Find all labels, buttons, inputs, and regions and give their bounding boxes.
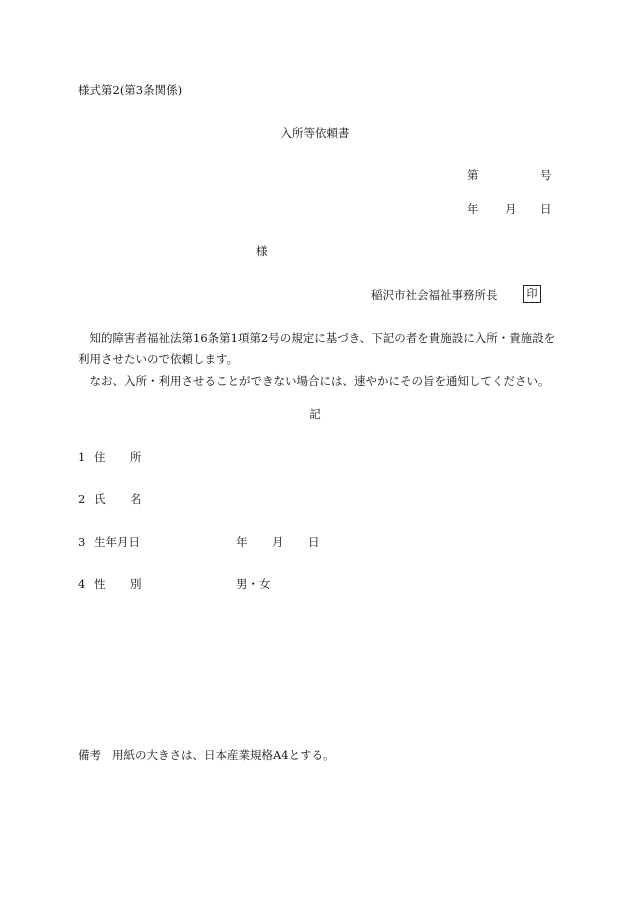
date-month-label: 月 bbox=[505, 202, 517, 216]
body-paragraph-1: 知的障害者福祉法第16条第1項第2号の規定に基づき、下記の者を貴施設に入所・貴施設を利用させたいので依頼します。 bbox=[78, 331, 556, 366]
item-number: 1 bbox=[78, 450, 86, 464]
seal-mark: 印 bbox=[523, 285, 541, 303]
birth-day-label: 日 bbox=[308, 535, 320, 549]
doc-number-prefix: 第 bbox=[467, 168, 479, 182]
item-label-part: 住 bbox=[94, 450, 106, 464]
date-year-label: 年 bbox=[467, 202, 479, 216]
remarks-text: 用紙の大きさは、日本産業規格A4とする。 bbox=[112, 748, 335, 762]
item-number: 3 bbox=[78, 535, 86, 549]
item-label-part: 名 bbox=[130, 492, 142, 506]
item-label-part: 性 bbox=[94, 577, 106, 591]
body-paragraph-2: なお、入所・利用させることができない場合には、速やかにその旨を通知してください。 bbox=[89, 374, 550, 388]
document-title: 入所等依頼書 bbox=[280, 126, 350, 140]
sex-options: 男・女 bbox=[236, 577, 271, 591]
date-day-label: 日 bbox=[540, 202, 552, 216]
item-number: 4 bbox=[78, 577, 86, 591]
item-number: 2 bbox=[78, 492, 86, 506]
item-label-part: 別 bbox=[130, 577, 142, 591]
sender-name: 稲沢市社会福祉事務所長 bbox=[371, 288, 498, 302]
ki-heading: 記 bbox=[309, 407, 321, 421]
item-label-part: 氏 bbox=[94, 492, 106, 506]
remarks-label: 備考 bbox=[78, 748, 101, 762]
item-label: 生年月日 bbox=[94, 535, 140, 549]
item-label-part: 所 bbox=[130, 450, 142, 464]
addressee-honorific: 様 bbox=[256, 244, 268, 258]
doc-number-suffix: 号 bbox=[540, 168, 552, 182]
birth-month-label: 月 bbox=[272, 535, 284, 549]
form-number: 様式第2(第3条関係) bbox=[78, 83, 183, 97]
birth-year-label: 年 bbox=[236, 535, 248, 549]
